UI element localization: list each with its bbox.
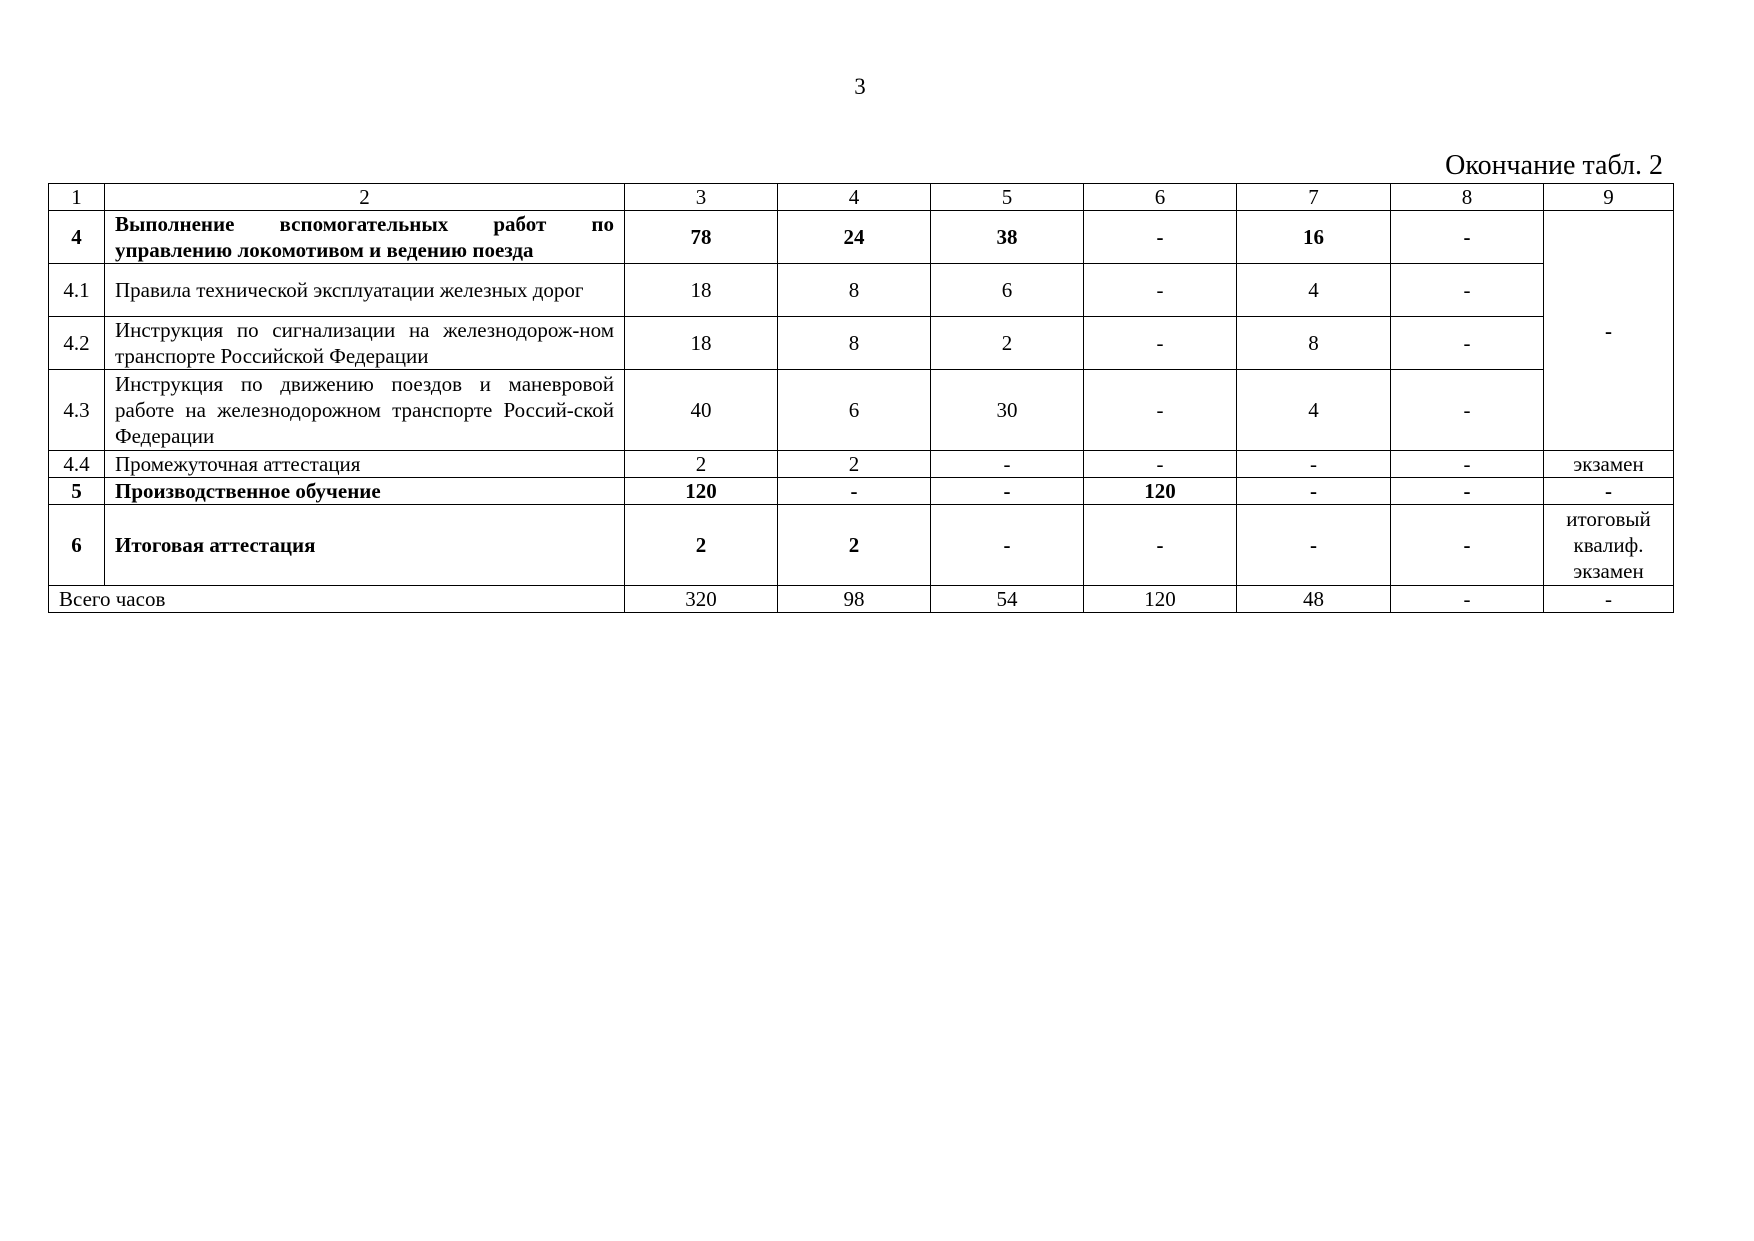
cell-col4: 8 (778, 264, 931, 317)
cell-col4: 8 (778, 317, 931, 370)
cell-col3: 2 (625, 451, 778, 478)
cell-col3: 2 (625, 505, 778, 586)
cell-col5: - (931, 451, 1084, 478)
cell-col4: 24 (778, 211, 931, 264)
table-caption: Окончание табл. 2 (1445, 150, 1663, 181)
row-number: 4.3 (49, 370, 105, 451)
header-cell: 7 (1237, 184, 1391, 211)
header-cell: 5 (931, 184, 1084, 211)
cell-col7: - (1237, 505, 1391, 586)
cell-col7: - (1237, 451, 1391, 478)
header-cell: 3 (625, 184, 778, 211)
cell-col6: - (1084, 451, 1237, 478)
cell-col5: - (931, 478, 1084, 505)
cell-col4: 2 (778, 451, 931, 478)
cell-col8: - (1391, 264, 1544, 317)
row-number: 4 (49, 211, 105, 264)
cell-col6: - (1084, 211, 1237, 264)
header-cell: 1 (49, 184, 105, 211)
cell-col4: 2 (778, 505, 931, 586)
row-name: Выполнение вспомогательных работ по управлению локомотивом и ведению поезда (105, 211, 625, 264)
cell-col4: 6 (778, 370, 931, 451)
cell-col7: 4 (1237, 370, 1391, 451)
cell-col5: - (931, 505, 1084, 586)
row-number: 5 (49, 478, 105, 505)
cell-col5: 6 (931, 264, 1084, 317)
total-col5: 54 (931, 586, 1084, 613)
header-cell: 8 (1391, 184, 1544, 211)
cell-col3: 120 (625, 478, 778, 505)
total-col3: 320 (625, 586, 778, 613)
cell-col8: - (1391, 370, 1544, 451)
total-col8: - (1391, 586, 1544, 613)
cell-col6: - (1084, 505, 1237, 586)
total-col7: 48 (1237, 586, 1391, 613)
row-name: Производственное обучение (105, 478, 625, 505)
cell-col6: 120 (1084, 478, 1237, 505)
table-row (49, 505, 1674, 586)
row-number: 4.2 (49, 317, 105, 370)
header-cell: 9 (1544, 184, 1674, 211)
cell-col8: - (1391, 505, 1544, 586)
cell-col8: - (1391, 451, 1544, 478)
header-row (49, 184, 1674, 211)
cell-col3: 40 (625, 370, 778, 451)
cell-col6: - (1084, 264, 1237, 317)
cell-col7: 16 (1237, 211, 1391, 264)
row-name: Инструкция по движению поездов и маневровой работе на железнодорожном транспорте Россий-ской Федерации (105, 370, 625, 451)
header-cell: 2 (105, 184, 625, 211)
table-row (49, 478, 1674, 505)
cell-col8: - (1391, 317, 1544, 370)
row-name: Инструкция по сигнализации на железнодорож-ном транспорте Российской Федерации (105, 317, 625, 370)
header-cell: 6 (1084, 184, 1237, 211)
cell-col9: итоговый квалиф. экзамен (1544, 505, 1674, 586)
row-name: Итоговая аттестация (105, 505, 625, 586)
cell-col5: 30 (931, 370, 1084, 451)
cell-col3: 18 (625, 264, 778, 317)
row-name: Промежуточная аттестация (105, 451, 625, 478)
cell-col5: 2 (931, 317, 1084, 370)
cell-col8: - (1391, 478, 1544, 505)
row-number: 6 (49, 505, 105, 586)
row-number: 4.4 (49, 451, 105, 478)
cell-col3: 18 (625, 317, 778, 370)
table-row (49, 264, 1674, 317)
cell-col9: - (1544, 478, 1674, 505)
table-row (49, 211, 1674, 264)
cell-col6: - (1084, 317, 1237, 370)
row-name: Правила технической эксплуатации железных дорог (105, 264, 625, 317)
total-col6: 120 (1084, 586, 1237, 613)
cell-col3: 78 (625, 211, 778, 264)
total-col9: - (1544, 586, 1674, 613)
cell-col7: 8 (1237, 317, 1391, 370)
page-number: 3 (854, 74, 866, 99)
cell-col9: экзамен (1544, 451, 1674, 478)
table-row (49, 451, 1674, 478)
cell-col7: - (1237, 478, 1391, 505)
cell-col7: 4 (1237, 264, 1391, 317)
table-row (49, 317, 1674, 370)
curriculum-table (48, 183, 1674, 613)
cell-col5: 38 (931, 211, 1084, 264)
cell-col4: - (778, 478, 931, 505)
total-row (49, 586, 1674, 613)
cell-col6: - (1084, 370, 1237, 451)
row-number: 4.1 (49, 264, 105, 317)
table-row (49, 370, 1674, 451)
total-label: Всего часов (49, 586, 625, 613)
cell-col9-merged: - (1544, 211, 1674, 451)
total-col4: 98 (778, 586, 931, 613)
header-cell: 4 (778, 184, 931, 211)
cell-col8: - (1391, 211, 1544, 264)
